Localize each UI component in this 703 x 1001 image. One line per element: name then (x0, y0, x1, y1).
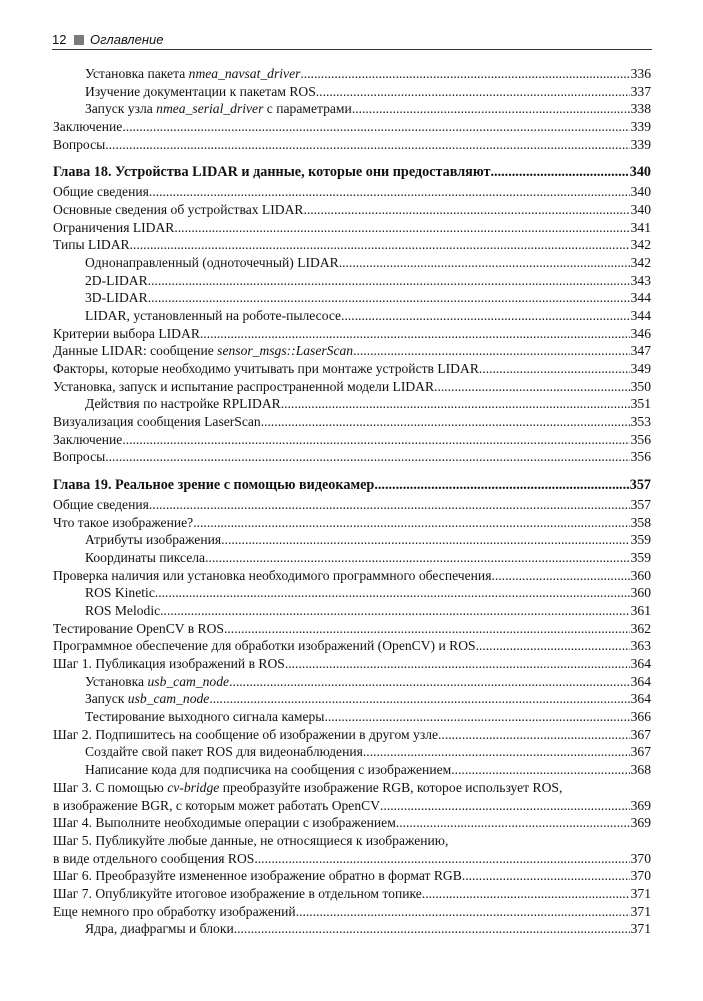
dot-leader (296, 903, 630, 921)
entry-page-number: 340 (630, 201, 651, 217)
toc-entry[interactable] (53, 360, 651, 378)
entry-title (53, 797, 380, 815)
entry-title (53, 567, 491, 585)
entry-page-number: 359 (630, 532, 651, 548)
entry-page-number: 353 (630, 414, 651, 430)
entry-title (53, 325, 200, 343)
entry-text: Установка, запуск и испытание распространенной модели LIDAR (53, 378, 435, 394)
entry-text: ROS Melodic (85, 602, 161, 618)
entry-text: Факторы, которые необходимо учитывать при монтаже устройств LIDAR (53, 361, 479, 376)
entry-text: Проверка наличия или установка необходимого программного обеспечения (53, 567, 492, 583)
dot-leader (422, 885, 630, 903)
entry-text: преобразуйте изображение RGB, которое использует ROS, (219, 779, 563, 795)
entry-page-number: 342 (630, 237, 651, 253)
entry-title (85, 584, 155, 602)
dot-leader (434, 378, 630, 396)
dot-leader (341, 307, 630, 325)
entry-text: Создайте свой пакет ROS для видеонаблюдения (85, 744, 363, 760)
toc-entry[interactable] (53, 867, 651, 885)
entry-page-number: 364 (630, 691, 651, 707)
dot-leader (380, 797, 630, 815)
entry-title (53, 360, 479, 378)
entry-title (53, 903, 296, 921)
dot-leader (451, 761, 629, 779)
dot-leader (476, 637, 630, 655)
toc-entry[interactable] (53, 637, 651, 655)
entry-text: Данные LIDAR: сообщение (53, 343, 218, 359)
dot-leader (285, 655, 630, 673)
entry-title (85, 100, 352, 118)
toc-entry[interactable] (53, 797, 651, 815)
entry-page-number: 362 (630, 620, 651, 636)
entry-text: Программное обеспечение для обработки изображений (OpenCV) и ROS (53, 638, 476, 654)
entry-page-number: 349 (630, 361, 651, 376)
entry-code-text: cv-bridge (167, 779, 220, 795)
toc-entry[interactable] (53, 726, 651, 744)
entry-title (53, 342, 353, 360)
dot-leader (149, 496, 630, 514)
dot-leader (221, 531, 629, 549)
entry-page-number: 363 (630, 638, 651, 654)
dot-leader (462, 867, 630, 885)
toc-entry[interactable] (53, 448, 651, 466)
dot-leader (353, 342, 630, 360)
entry-title (53, 814, 396, 832)
dot-leader (155, 584, 630, 602)
entry-text: Изучение документации к пакетам ROS (85, 83, 316, 99)
toc-subentry[interactable] (53, 690, 651, 708)
entry-code-text: nmea_serial_driver (156, 101, 264, 117)
entry-text: Установка пакета (85, 66, 189, 81)
entry-title (53, 136, 105, 154)
toc-entry-first-line[interactable] (53, 779, 651, 797)
dot-leader (148, 289, 630, 307)
dot-leader (491, 567, 629, 585)
entry-text: 3D-LIDAR (85, 290, 148, 306)
toc-subentry[interactable] (53, 289, 651, 307)
entry-title (85, 743, 363, 761)
entry-title (53, 496, 149, 514)
toc-subentry[interactable] (53, 254, 651, 272)
dot-leader (224, 620, 630, 638)
entry-text: Заключение (53, 431, 123, 447)
dot-leader (193, 514, 629, 532)
entry-text: Что такое изображение? (53, 514, 194, 530)
toc-subentry[interactable] (53, 743, 651, 761)
entry-text: Общие сведения (53, 184, 149, 200)
entry-text: Тестирование OpenCV в ROS (53, 620, 224, 636)
entry-code-text: sensor_msgs::LaserScan (217, 343, 354, 359)
dot-leader (300, 65, 629, 83)
entry-title (53, 514, 193, 532)
entry-title (85, 254, 339, 272)
entry-title (85, 549, 205, 567)
toc-entry[interactable] (53, 325, 651, 343)
entry-code-text: usb_cam_node (147, 673, 230, 689)
entry-page-number: 364 (630, 656, 651, 671)
toc-entry[interactable] (53, 620, 651, 638)
entry-title (53, 885, 422, 903)
entry-title (53, 431, 122, 449)
toc-entry[interactable] (53, 183, 651, 201)
entry-text: Запуск узла (85, 101, 157, 117)
entry-text: Вопросы (53, 136, 106, 152)
entry-title (53, 726, 438, 744)
toc-subentry[interactable] (53, 761, 651, 779)
entry-title (53, 637, 476, 655)
dot-leader (396, 814, 630, 832)
entry-title (53, 378, 434, 396)
entry-text: Шаг 5. Публикуйте любые данные, не относящиеся к изображению, (53, 832, 449, 848)
entry-title (85, 602, 160, 620)
toc-subentry[interactable] (53, 673, 651, 691)
entry-text: Координаты пиксела (85, 549, 206, 565)
dot-leader (374, 477, 628, 495)
entry-page-number: 371 (630, 903, 651, 919)
chapter-entry[interactable] (53, 477, 651, 495)
entry-title (53, 655, 285, 673)
entry-page-number: 338 (630, 101, 651, 117)
toc-entry[interactable] (53, 431, 651, 449)
toc-entry[interactable] (53, 655, 651, 673)
entry-title (53, 448, 105, 466)
entry-page-number: 343 (630, 272, 651, 288)
dot-leader (324, 708, 629, 726)
toc-subentry[interactable] (53, 83, 651, 101)
entry-text: Глава 18. Устройства LIDAR и данные, которые они предоставляют (53, 164, 491, 181)
dot-leader (148, 272, 630, 290)
entry-title (53, 183, 149, 201)
toc-entry[interactable] (53, 413, 651, 431)
toc-entry[interactable] (53, 885, 651, 903)
dot-leader (352, 100, 630, 118)
entry-text: Общие сведения (53, 496, 149, 512)
entry-title (53, 219, 174, 237)
dot-leader (438, 726, 630, 744)
entry-title (85, 673, 229, 691)
dot-leader (339, 254, 630, 272)
entry-text: 2D-LIDAR (85, 272, 148, 288)
entry-title (53, 201, 303, 219)
entry-text: Ограничения LIDAR (53, 219, 175, 235)
toc-subentry[interactable] (53, 65, 651, 83)
dot-leader (281, 395, 630, 413)
dot-leader (105, 448, 629, 466)
dot-leader (316, 83, 630, 101)
dot-leader (200, 325, 630, 343)
entry-title (53, 477, 374, 495)
entry-code-text: nmea_navsat_driver (188, 66, 301, 81)
entry-text: Однонаправленный (одноточечный) LIDAR (85, 254, 339, 270)
entry-page-number: 360 (630, 567, 651, 583)
entry-text: Шаг 4. Выполните необходимые операции с изображением (53, 815, 396, 831)
entry-title (85, 395, 281, 413)
toc-entry[interactable] (53, 342, 651, 360)
entry-text: ROS Kinetic (85, 585, 155, 601)
dot-leader (130, 236, 630, 254)
entry-text: Атрибуты изображения (85, 532, 222, 548)
entry-text: Действия по настройке RPLIDAR (85, 396, 281, 412)
entry-page-number: 356 (630, 431, 651, 447)
entry-text: Еще немного про обработку изображений (53, 903, 296, 919)
entry-page-number: 371 (630, 885, 651, 901)
entry-text: Тестирование выходного сигнала камеры (85, 709, 325, 725)
entry-title (85, 708, 324, 726)
toc-subentry[interactable] (53, 584, 651, 602)
dot-leader (363, 743, 630, 761)
entry-text: Основные сведения об устройствах LIDAR (53, 201, 304, 217)
entry-page-number: 357 (629, 477, 651, 494)
entry-text: Написание кода для подписчика на сообщения с изображением (85, 762, 452, 778)
entry-page-number: 370 (630, 850, 651, 866)
entry-title (53, 236, 130, 254)
toc-subentry[interactable] (53, 395, 651, 413)
dot-leader (261, 413, 630, 431)
toc-entry[interactable] (53, 378, 651, 396)
dot-leader (160, 602, 629, 620)
toc-entry[interactable] (53, 514, 651, 532)
entry-page-number: 347 (630, 343, 651, 359)
entry-text: Глава 19. Реальное зрение с помощью видеокамер (53, 477, 375, 494)
entry-text: Установка (85, 673, 148, 689)
dot-leader (122, 431, 629, 449)
square-bullet-icon (74, 35, 84, 45)
entry-page-number: 339 (630, 136, 651, 152)
entry-title (53, 413, 261, 431)
entry-title (85, 920, 234, 938)
entry-title (85, 65, 300, 83)
entry-page-number: 366 (630, 709, 651, 725)
entry-page-number: 361 (630, 602, 651, 618)
entry-page-number: 368 (630, 762, 651, 778)
toc-subentry[interactable] (53, 100, 651, 118)
entry-text: в виде отдельного сообщения ROS (53, 850, 255, 866)
entry-text: LIDAR, установленный на роботе-пылесосе (85, 307, 342, 323)
toc-entry[interactable] (53, 136, 651, 154)
entry-text: Шаг 2. Подпишитесь на сообщение об изображении в другом узле (53, 726, 439, 742)
entry-page-number: 344 (630, 290, 651, 306)
entry-page-number: 340 (630, 184, 651, 200)
entry-page-number: 342 (630, 254, 651, 270)
entry-page-number: 371 (630, 921, 651, 937)
toc-entry[interactable] (53, 201, 651, 219)
entry-text: Типы LIDAR (53, 237, 130, 253)
entry-title (85, 289, 148, 307)
toc-entry-first-line[interactable] (53, 832, 651, 850)
entry-page-number: 356 (630, 449, 651, 465)
dot-leader (174, 219, 629, 237)
entry-text: Заключение (53, 119, 123, 135)
dot-leader (479, 360, 630, 378)
dot-leader (209, 690, 629, 708)
entry-page-number: 370 (630, 868, 651, 884)
toc-entry[interactable] (53, 118, 651, 136)
entry-title (85, 307, 341, 325)
entry-title (53, 620, 224, 638)
entry-text: Шаг 6. Преобразуйте измененное изображение обратно в формат RGB (53, 868, 462, 884)
entry-title (85, 272, 148, 290)
dot-leader (490, 164, 628, 182)
toc-entry[interactable] (53, 814, 651, 832)
dot-leader (105, 136, 629, 154)
dot-leader (205, 549, 630, 567)
entry-title (53, 850, 254, 868)
entry-page-number: 360 (630, 585, 651, 601)
toc-entry[interactable] (53, 496, 651, 514)
entry-page-number: 339 (630, 119, 651, 135)
dot-leader (303, 201, 629, 219)
entry-text: Запуск (85, 691, 128, 707)
entry-code-text: usb_cam_node (127, 691, 210, 707)
entry-text: Визуализация сообщения LaserScan (53, 414, 261, 430)
toc-entry[interactable] (53, 219, 651, 237)
entry-page-number: 350 (630, 378, 651, 394)
entry-title (85, 761, 451, 779)
entry-page-number: 351 (630, 396, 651, 412)
entry-page-number: 340 (629, 164, 651, 181)
page-number: 12 (52, 32, 67, 47)
entry-title (85, 531, 221, 549)
entry-text: Критерии выбора LIDAR (53, 325, 200, 341)
table-of-contents (53, 65, 651, 938)
dot-leader (234, 920, 630, 938)
entry-text: в изображение BGR, с которым может работать OpenCV (53, 797, 381, 813)
toc-entry[interactable] (53, 850, 651, 868)
toc-subentry[interactable] (53, 307, 651, 325)
dot-leader (122, 118, 629, 136)
running-header (52, 31, 652, 49)
dot-leader (229, 673, 630, 691)
toc-entry[interactable] (53, 567, 651, 585)
entry-page-number: 359 (630, 549, 651, 565)
dot-leader (254, 850, 629, 868)
entry-page-number: 341 (630, 219, 651, 235)
entry-page-number: 358 (630, 514, 651, 530)
dot-leader (149, 183, 630, 201)
entry-page-number: 367 (630, 744, 651, 760)
toc-subentry[interactable] (53, 549, 651, 567)
entry-title (53, 164, 490, 182)
toc-subentry[interactable] (53, 920, 651, 938)
toc-entry[interactable] (53, 236, 651, 254)
entry-text: Шаг 7. Опубликуйте итоговое изображение в отдельном топике (53, 885, 422, 901)
entry-title (53, 118, 122, 136)
entry-page-number: 346 (630, 325, 651, 341)
entry-title (53, 867, 462, 885)
chapter-entry[interactable] (53, 164, 651, 182)
entry-page-number: 337 (630, 83, 651, 99)
entry-title (85, 690, 209, 708)
entry-page-number: 357 (630, 496, 651, 512)
entry-title (85, 83, 316, 101)
toc-subentry[interactable] (53, 602, 651, 620)
entry-text: с параметрами (263, 101, 352, 117)
header-rule (52, 49, 652, 50)
toc-entry[interactable] (53, 903, 651, 921)
entry-page-number: 336 (630, 66, 651, 81)
entry-page-number: 369 (630, 815, 651, 831)
entry-text: Ядра, диафрагмы и блоки (85, 921, 234, 937)
entry-page-number: 369 (630, 797, 651, 813)
entry-page-number: 367 (630, 726, 651, 742)
entry-text: Вопросы (53, 449, 106, 465)
header-title: Оглавление (90, 32, 164, 47)
entry-page-number: 364 (630, 673, 651, 689)
toc-subentry[interactable] (53, 708, 651, 726)
entry-text: Шаг 3. С помощью (53, 779, 168, 795)
toc-subentry[interactable] (53, 272, 651, 290)
toc-subentry[interactable] (53, 531, 651, 549)
entry-page-number: 344 (630, 307, 651, 323)
entry-text: Шаг 1. Публикация изображений в ROS (53, 656, 285, 671)
